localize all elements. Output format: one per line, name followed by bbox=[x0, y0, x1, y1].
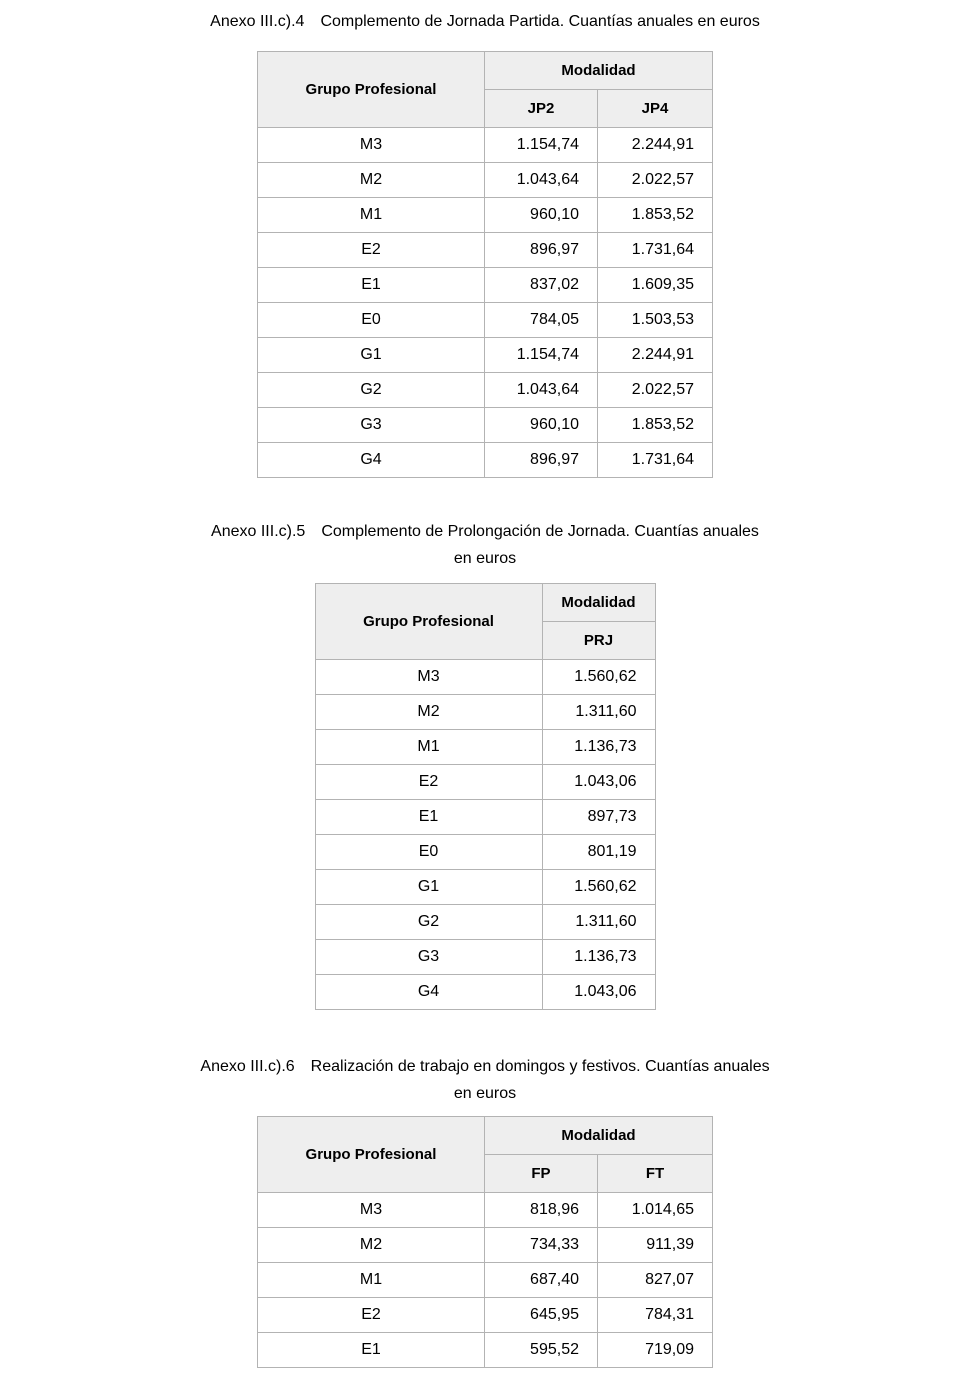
value-cell: 2.022,57 bbox=[597, 373, 712, 408]
column-header-jp4: JP4 bbox=[597, 90, 712, 128]
group-cell: M1 bbox=[257, 1263, 484, 1298]
table-row bbox=[257, 1263, 712, 1298]
value-cell: 960,10 bbox=[484, 408, 597, 443]
value-cell: 837,02 bbox=[484, 268, 597, 303]
table-row bbox=[257, 163, 712, 198]
group-cell: E2 bbox=[257, 1298, 484, 1333]
table-row bbox=[257, 1228, 712, 1263]
value-cell: 896,97 bbox=[484, 233, 597, 268]
anexo-label: Anexo III.c).6 bbox=[200, 1058, 295, 1075]
value-cell: 1.853,52 bbox=[597, 198, 712, 233]
value-cell: 1.043,64 bbox=[484, 373, 597, 408]
value-cell: 784,05 bbox=[484, 303, 597, 338]
table-header-row bbox=[257, 52, 712, 90]
grupo-profesional-header: Grupo Profesional bbox=[257, 52, 484, 128]
group-cell: G1 bbox=[257, 338, 484, 373]
value-cell: 2.022,57 bbox=[597, 163, 712, 198]
column-header-prj: PRJ bbox=[542, 622, 655, 660]
value-cell: 2.244,91 bbox=[597, 338, 712, 373]
group-cell: M3 bbox=[257, 128, 484, 163]
group-cell: E2 bbox=[257, 233, 484, 268]
value-cell: 1.136,73 bbox=[542, 730, 655, 765]
title-line: Realización de trabajo en domingos y festivos. Cuantías anuales bbox=[310, 1058, 770, 1075]
table-row bbox=[257, 303, 712, 338]
group-cell: G3 bbox=[315, 940, 542, 975]
table-row bbox=[257, 443, 712, 478]
modalidad-header: Modalidad bbox=[542, 584, 655, 622]
value-cell: 645,95 bbox=[484, 1298, 597, 1333]
column-header-fp: FP bbox=[484, 1155, 597, 1193]
table-row bbox=[257, 1298, 712, 1333]
value-cell: 1.043,06 bbox=[542, 765, 655, 800]
grupo-profesional-header: Grupo Profesional bbox=[315, 584, 542, 660]
table-row bbox=[315, 730, 655, 765]
value-cell: 827,07 bbox=[597, 1263, 712, 1298]
table-row bbox=[315, 975, 655, 1010]
value-cell: 1.014,65 bbox=[597, 1193, 712, 1228]
section-anexo-iii-c-4 bbox=[0, 8, 970, 478]
table-row bbox=[257, 1333, 712, 1368]
anexo-label: Anexo III.c).4 bbox=[210, 13, 305, 30]
value-cell: 1.731,64 bbox=[597, 443, 712, 478]
group-cell: E0 bbox=[257, 303, 484, 338]
table-row bbox=[257, 373, 712, 408]
table-row bbox=[315, 765, 655, 800]
title-line: Complemento de Jornada Partida. Cuantías anuales en euros bbox=[320, 13, 760, 30]
table-header-row bbox=[315, 584, 655, 622]
table-row bbox=[315, 870, 655, 905]
value-cell: 2.244,91 bbox=[597, 128, 712, 163]
title-line: en euros bbox=[453, 550, 517, 567]
table-row bbox=[315, 660, 655, 695]
anexo-label: Anexo III.c).5 bbox=[211, 523, 306, 540]
group-cell: M2 bbox=[257, 163, 484, 198]
table-row bbox=[257, 198, 712, 233]
value-cell: 960,10 bbox=[484, 198, 597, 233]
group-cell: E0 bbox=[315, 835, 542, 870]
table-row bbox=[257, 268, 712, 303]
value-cell: 595,52 bbox=[484, 1333, 597, 1368]
group-cell: G4 bbox=[315, 975, 542, 1010]
value-cell: 1.503,53 bbox=[597, 303, 712, 338]
value-cell: 911,39 bbox=[597, 1228, 712, 1263]
table-row bbox=[315, 695, 655, 730]
table-row bbox=[315, 800, 655, 835]
group-cell: M3 bbox=[257, 1193, 484, 1228]
group-cell: G1 bbox=[315, 870, 542, 905]
column-header-ft: FT bbox=[597, 1155, 712, 1193]
value-cell: 784,31 bbox=[597, 1298, 712, 1333]
value-cell: 734,33 bbox=[484, 1228, 597, 1263]
group-cell: M1 bbox=[315, 730, 542, 765]
group-cell: M3 bbox=[315, 660, 542, 695]
grupo-profesional-header: Grupo Profesional bbox=[257, 1117, 484, 1193]
modalidad-header: Modalidad bbox=[484, 1117, 712, 1155]
value-cell: 801,19 bbox=[542, 835, 655, 870]
table-row bbox=[315, 940, 655, 975]
domingos-festivos-table bbox=[257, 1116, 713, 1368]
value-cell: 719,09 bbox=[597, 1333, 712, 1368]
jornada-partida-table bbox=[257, 51, 713, 478]
title-line: en euros bbox=[453, 1085, 517, 1102]
table-row bbox=[257, 233, 712, 268]
title-line: Complemento de Prolongación de Jornada. Cuantías anuales bbox=[321, 523, 759, 540]
value-cell: 1.136,73 bbox=[542, 940, 655, 975]
group-cell: G4 bbox=[257, 443, 484, 478]
group-cell: E1 bbox=[257, 1333, 484, 1368]
table-row bbox=[257, 408, 712, 443]
table-row bbox=[257, 128, 712, 163]
modalidad-header: Modalidad bbox=[484, 52, 712, 90]
table-row bbox=[315, 835, 655, 870]
section-title bbox=[0, 518, 970, 572]
value-cell: 1.043,64 bbox=[484, 163, 597, 198]
table-header-row bbox=[257, 1117, 712, 1155]
value-cell: 897,73 bbox=[542, 800, 655, 835]
group-cell: G2 bbox=[257, 373, 484, 408]
section-title bbox=[0, 8, 970, 35]
section-anexo-iii-c-6 bbox=[0, 1053, 970, 1368]
group-cell: G3 bbox=[257, 408, 484, 443]
section-anexo-iii-c-5 bbox=[0, 518, 970, 1010]
value-cell: 1.853,52 bbox=[597, 408, 712, 443]
value-cell: 1.731,64 bbox=[597, 233, 712, 268]
section-title bbox=[0, 1053, 970, 1107]
value-cell: 1.609,35 bbox=[597, 268, 712, 303]
value-cell: 1.043,06 bbox=[542, 975, 655, 1010]
group-cell: E1 bbox=[315, 800, 542, 835]
table-row bbox=[257, 1193, 712, 1228]
group-cell: E1 bbox=[257, 268, 484, 303]
group-cell: M1 bbox=[257, 198, 484, 233]
value-cell: 1.154,74 bbox=[484, 128, 597, 163]
group-cell: M2 bbox=[315, 695, 542, 730]
table-row bbox=[257, 338, 712, 373]
value-cell: 1.311,60 bbox=[542, 695, 655, 730]
value-cell: 1.311,60 bbox=[542, 905, 655, 940]
group-cell: M2 bbox=[257, 1228, 484, 1263]
group-cell: E2 bbox=[315, 765, 542, 800]
prolongacion-jornada-table bbox=[315, 583, 656, 1010]
value-cell: 1.154,74 bbox=[484, 338, 597, 373]
group-cell: G2 bbox=[315, 905, 542, 940]
value-cell: 1.560,62 bbox=[542, 660, 655, 695]
value-cell: 1.560,62 bbox=[542, 870, 655, 905]
value-cell: 896,97 bbox=[484, 443, 597, 478]
value-cell: 818,96 bbox=[484, 1193, 597, 1228]
table-row bbox=[315, 905, 655, 940]
value-cell: 687,40 bbox=[484, 1263, 597, 1298]
column-header-jp2: JP2 bbox=[484, 90, 597, 128]
